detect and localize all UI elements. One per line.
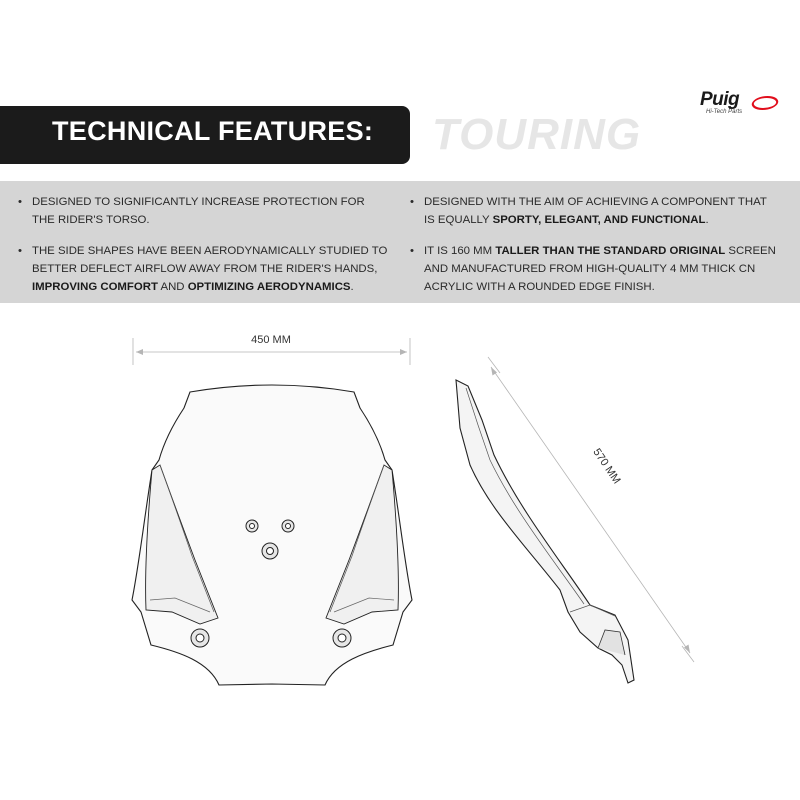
bullet: • — [18, 196, 22, 208]
bullet: • — [18, 245, 22, 257]
feature-text: DESIGNED TO SIGNIFICANTLY INCREASE PROTECTION FOR THE RIDER'S TORSO. — [32, 196, 365, 226]
feature-bold-text: TALLER THAN THE STANDARD ORIGINAL — [495, 245, 726, 257]
feature-text: AND — [157, 281, 188, 293]
page-subtitle: TOURING — [432, 110, 642, 159]
feature-bold-text: SPORTY, ELEGANT, AND FUNCTIONAL — [492, 214, 706, 226]
bullet: • — [410, 245, 414, 257]
height-label: 570 MM — [590, 446, 623, 487]
feature-text: DESIGNED WITH THE AIM OF ACHIEVING A COMPONENT THAT IS EQUALLY — [424, 196, 767, 226]
feature-text: . — [705, 214, 709, 226]
feature-text: THE SIDE SHAPES HAVE BEEN AERODYNAMICALLY STUDIED TO BETTER DEFLECT AIRFLOW AWAY FROM THE RIDER'S HANDS, — [32, 245, 388, 275]
feature-text: SCREEN AND MANUFACTURED FROM HIGH-QUALITY 4 MM THICK CN ACRYLIC WITH A ROUNDED EDGE FINISH. — [424, 245, 776, 293]
side-view — [456, 380, 634, 683]
feature-text: . — [350, 281, 354, 293]
bullet: • — [410, 196, 414, 208]
logo-tagline: Hi-Tech Parts — [706, 109, 743, 115]
feature-text: IT IS 160 MM — [424, 245, 496, 257]
logo-wordmark: Puig — [700, 89, 740, 110]
feature-bold-text: IMPROVING COMFORT — [32, 281, 158, 293]
page-title: TECHNICAL FEATURES: — [52, 116, 374, 146]
feature-bold-text: OPTIMIZING AERODYNAMICS — [187, 281, 351, 293]
width-label: 450 MM — [251, 334, 291, 346]
width-dimension — [133, 334, 410, 365]
front-view — [132, 385, 412, 685]
